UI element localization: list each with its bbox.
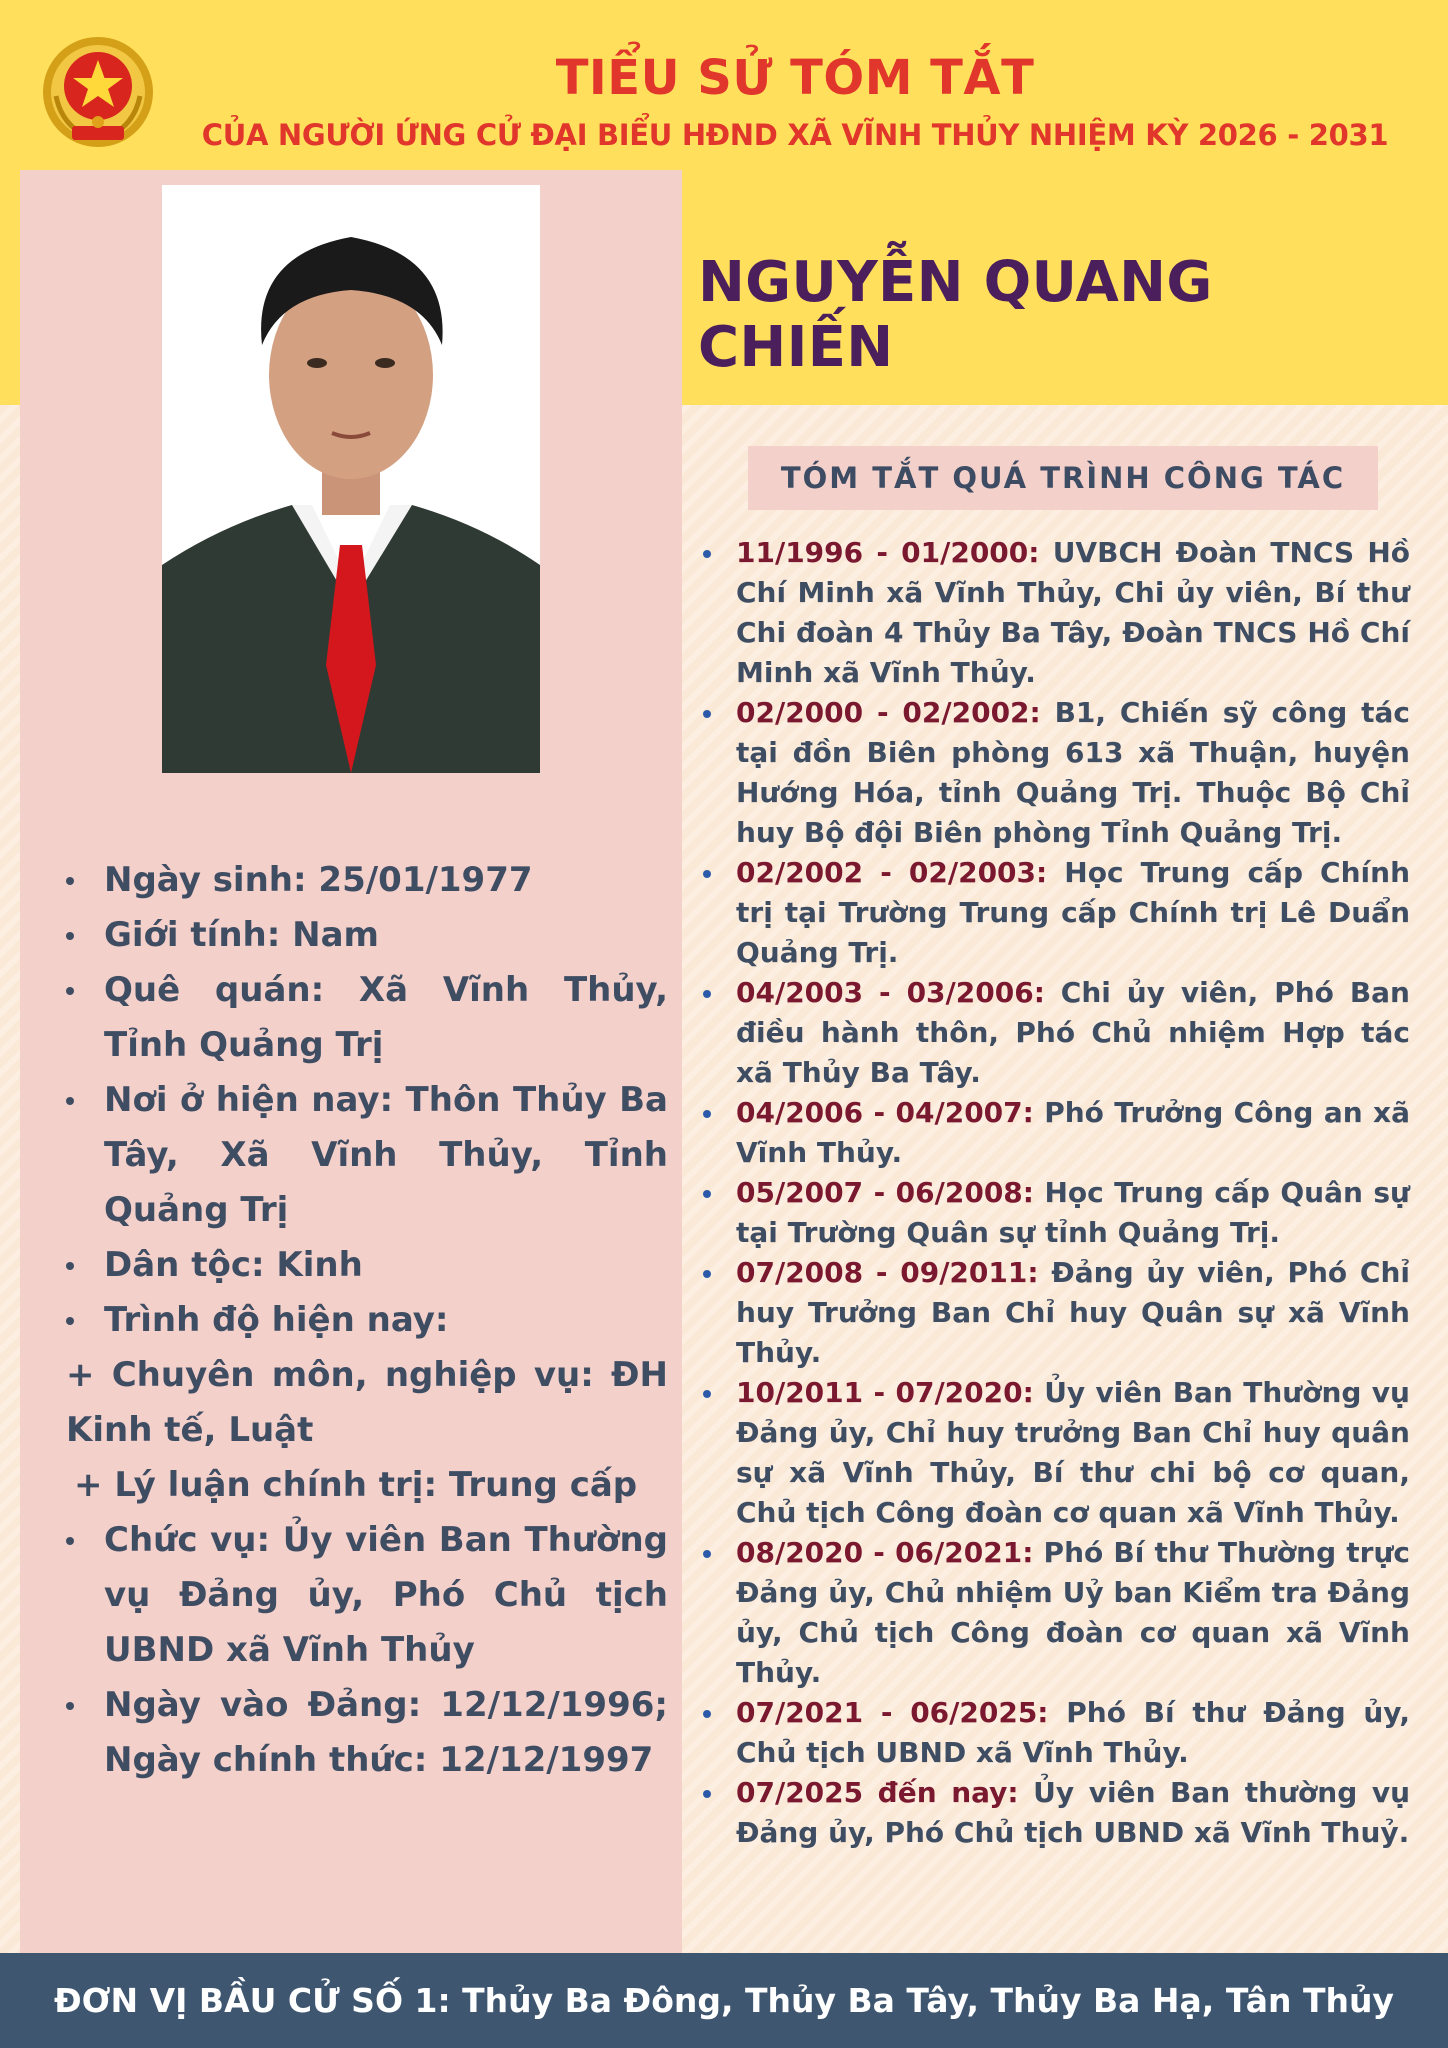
info-subitem-political-theory: + Lý luận chính trị: Trung cấp: [74, 1465, 638, 1505]
work-description: Phó Bí thư Đảng ủy, Chủ tịch UBND xã Vĩnh Thủy.: [736, 1696, 1410, 1769]
vietnam-national-emblem-icon: [38, 34, 158, 154]
work-period: 04/2003 - 03/2006:: [736, 976, 1045, 1009]
work-period: 07/2008 - 09/2011:: [736, 1256, 1039, 1289]
work-description: Ủy viên Ban Thường vụ Đảng ủy, Chỉ huy trưởng Ban Chỉ huy quân sự xã Vĩnh Thủy, Bí thư chi bộ cơ quan, Chủ tịch Công đoàn cơ quan xã Vĩnh Thủy.: [736, 1376, 1410, 1529]
work-history-item: [700, 1253, 1410, 1373]
work-history-item: [700, 853, 1410, 973]
work-history-item: [700, 533, 1410, 693]
info-item-residence: Nơi ở hiện nay: Thôn Thủy Ba Tây, Xã Vĩnh Thủy, Tỉnh Quảng Trị: [36, 1073, 668, 1238]
info-item-birthdate: Ngày sinh: 25/01/1977: [36, 853, 668, 908]
work-history-item: [700, 1533, 1410, 1693]
work-description: Học Trung cấp Chính trị tại Trường Trung cấp Chính trị Lê Duẩn Quảng Trị.: [736, 856, 1411, 969]
work-description: Phó Trưởng Công an xã Vĩnh Thủy.: [736, 1096, 1410, 1169]
work-history-item: [700, 1093, 1410, 1173]
work-period: 08/2020 - 06/2021:: [736, 1536, 1034, 1569]
work-period: 05/2007 - 06/2008:: [736, 1176, 1034, 1209]
work-period: 02/2002 - 02/2003:: [736, 856, 1048, 889]
work-period: 04/2006 - 04/2007:: [736, 1096, 1034, 1129]
info-item-position: Chức vụ: Ủy viên Ban Thường vụ Đảng ủy, Phó Chủ tịch UBND xã Vĩnh Thủy: [36, 1513, 668, 1678]
work-description: Ủy viên Ban thường vụ Đảng ủy, Phó Chủ tịch UBND xã Vĩnh Thuỷ.: [736, 1776, 1410, 1849]
info-item-education: Trình độ hiện nay:: [36, 1293, 668, 1348]
work-history-item: [700, 1693, 1410, 1773]
candidate-name: NGUYỄN QUANG CHIẾN: [698, 250, 1213, 380]
work-history-item: [700, 1173, 1410, 1253]
work-description: Đảng ủy viên, Phó Chỉ huy Trưởng Ban Chỉ huy Quân sự xã Vĩnh Thủy.: [736, 1256, 1410, 1369]
info-item-gender: Giới tính: Nam: [36, 908, 668, 963]
work-history-item: [700, 1373, 1410, 1533]
electoral-unit-footer: [0, 1953, 1448, 2048]
work-description: Phó Bí thư Thường trực Đảng ủy, Chủ nhiệm Uỷ ban Kiểm tra Đảng ủy, Chủ tịch Công đoàn cơ quan xã Vĩnh Thủy.: [736, 1536, 1410, 1689]
candidate-portrait-photo: [162, 185, 540, 773]
work-history-item: [700, 1773, 1410, 1853]
info-item-party-dates: Ngày vào Đảng: 12/12/1996; Ngày chính thức: 12/12/1997: [36, 1678, 668, 1788]
work-period: 07/2021 - 06/2025:: [736, 1696, 1049, 1729]
document-title: TIỂU SỬ TÓM TẮT: [555, 50, 1035, 106]
electoral-unit-text: ĐƠN VỊ BẦU CỬ SỐ 1: Thủy Ba Đông, Thủy Ba Tây, Thủy Ba Hạ, Tân Thủy: [54, 1981, 1394, 2020]
work-history-heading: TÓM TẮT QUÁ TRÌNH CÔNG TÁC: [780, 461, 1346, 495]
info-item-hometown: Quê quán: Xã Vĩnh Thủy, Tỉnh Quảng Trị: [36, 963, 668, 1073]
work-description: B1, Chiến sỹ công tác tại đồn Biên phòng 613 xã Thuận, huyện Hướng Hóa, tỉnh Quảng Trị. Thuộc Bộ Chỉ huy Bộ đội Biên phòng Tỉnh Quảng Trị.: [736, 696, 1411, 849]
work-period: 11/1996 - 01/2000:: [736, 536, 1040, 569]
document-subtitle: CỦA NGƯỜI ỨNG CỬ ĐẠI BIỂU HĐND XÃ VĨNH THỦY NHIỆM KỲ 2026 - 2031: [201, 118, 1389, 152]
work-description: UVBCH Đoàn TNCS Hồ Chí Minh xã Vĩnh Thủy, Chi ủy viên, Bí thư Chi đoàn 4 Thủy Ba Tây, Đoàn TNCS Hồ Chí Minh xã Vĩnh Thủy.: [736, 536, 1411, 689]
work-history-heading-box: [748, 446, 1378, 510]
info-item-ethnicity: Dân tộc: Kinh: [36, 1238, 668, 1293]
work-period: 02/2000 - 02/2002:: [736, 696, 1041, 729]
work-history-item: [700, 973, 1410, 1093]
personal-info-list: [36, 853, 668, 1788]
work-description: Chi ủy viên, Phó Ban điều hành thôn, Phó Chủ nhiệm Hợp tác xã Thủy Ba Tây.: [736, 976, 1410, 1089]
work-history-item: [700, 693, 1410, 853]
work-history-list: [700, 533, 1410, 1853]
info-subitem-profession: + Chuyên môn, nghiệp vụ: ĐH Kinh tế, Luật: [66, 1355, 668, 1450]
work-period: 07/2025 đến nay:: [736, 1776, 1019, 1809]
work-period: 10/2011 - 07/2020:: [736, 1376, 1034, 1409]
work-description: Học Trung cấp Quân sự tại Trường Quân sự tỉnh Quảng Trị.: [736, 1176, 1410, 1249]
